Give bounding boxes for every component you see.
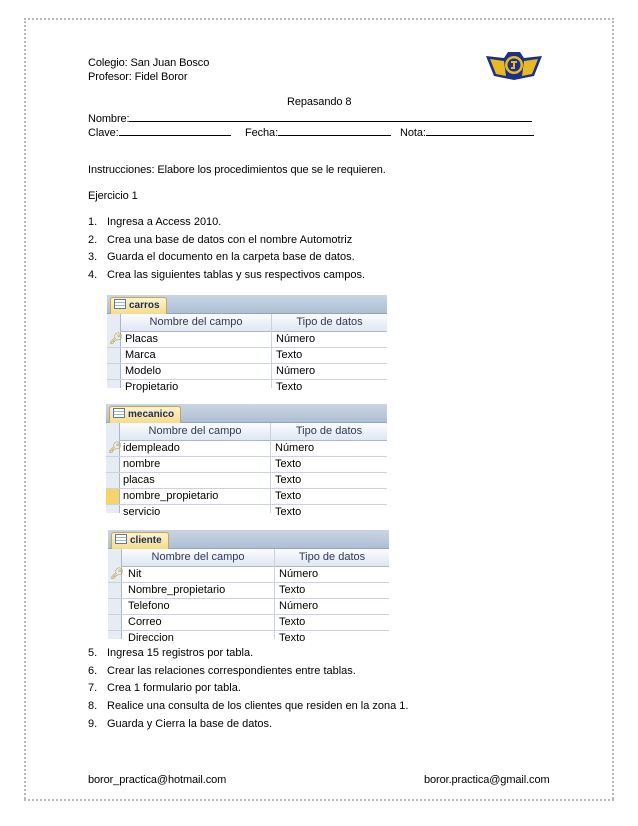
steps-list-a	[88, 215, 365, 286]
key-line	[88, 124, 231, 140]
list-text: Guarda el documento en la carpeta base de datos.	[107, 251, 355, 264]
list-text: Ingresa 15 registros por tabla.	[107, 647, 254, 659]
design-grid	[106, 423, 387, 518]
list-number: 2.	[88, 233, 98, 246]
design-grid	[107, 314, 387, 393]
table-tab-label: carros	[129, 300, 160, 311]
grade-blank[interactable]	[426, 124, 534, 136]
list-item	[88, 233, 365, 251]
date-line	[245, 124, 391, 140]
field-name: Marca	[125, 349, 156, 361]
list-text: Crear las relaciones correspondientes entre tablas.	[107, 664, 356, 677]
field-name: idempleado	[123, 442, 180, 454]
table-row[interactable]	[107, 332, 387, 348]
column-header-type: Tipo de datos	[296, 316, 363, 328]
page-title: Repasando 8	[287, 96, 352, 108]
school-name: Colegio: San Juan Bosco	[88, 57, 210, 69]
field-name: Correo	[128, 616, 162, 628]
list-text: Guarda y Cierra la base de datos.	[107, 717, 273, 730]
field-type: Número	[276, 365, 316, 377]
table-tab-label: cliente	[130, 535, 162, 546]
list-number: 6.	[88, 664, 98, 677]
grade-label: Nota:	[400, 127, 426, 139]
field-type: Texto	[275, 490, 302, 502]
field-type: Texto	[275, 458, 302, 470]
list-item	[88, 681, 408, 699]
field-type: Texto	[276, 349, 303, 361]
field-type: Texto	[276, 381, 303, 393]
table-icon	[113, 408, 125, 418]
page-border-top	[24, 18, 614, 20]
field-type: Texto	[279, 584, 306, 596]
table-tab-label: mecanico	[128, 409, 175, 420]
table-icon	[114, 299, 126, 309]
table-row[interactable]	[106, 505, 387, 520]
school-logo	[484, 50, 544, 82]
list-number: 7.	[88, 682, 98, 695]
steps-list-b	[88, 646, 408, 734]
field-type: Texto	[275, 474, 302, 486]
primary-key-icon: 🔑︎	[109, 333, 123, 345]
field-name: Nombre_propietario	[128, 584, 226, 596]
name-label: Nombre:	[88, 113, 130, 125]
list-number: 3.	[88, 251, 98, 264]
list-item	[88, 250, 365, 268]
table-tab[interactable]	[111, 532, 169, 549]
table-row[interactable]	[106, 441, 387, 457]
field-type: Número	[276, 333, 316, 345]
table-tab[interactable]	[109, 406, 181, 423]
table-row[interactable]	[108, 567, 389, 583]
field-type: Número	[275, 442, 315, 454]
grid-header	[108, 549, 389, 567]
table-row[interactable]	[107, 380, 387, 395]
grid-header	[106, 423, 387, 441]
list-number: 1.	[88, 216, 98, 228]
key-label: Clave:	[88, 127, 119, 139]
table-icon	[115, 534, 127, 544]
list-item	[88, 646, 408, 664]
table-tab[interactable]	[110, 297, 167, 314]
date-blank[interactable]	[278, 124, 391, 136]
list-item	[88, 699, 408, 717]
table-row[interactable]	[108, 615, 389, 631]
table-tab-bar	[107, 295, 387, 314]
table-cliente	[108, 530, 389, 644]
footer-email-left[interactable]: boror_practica@hotmail.com	[88, 774, 227, 786]
table-mecanico	[106, 404, 387, 518]
field-name: Propietario	[125, 381, 179, 393]
table-row[interactable]	[108, 583, 389, 599]
table-row[interactable]	[107, 348, 387, 364]
column-header-field: Nombre del campo	[151, 551, 245, 563]
column-header-type: Tipo de datos	[295, 425, 363, 437]
grid-header	[107, 314, 387, 332]
list-text: Ingresa a Access 2010.	[107, 216, 222, 228]
exercise-heading: Ejercicio 1	[88, 190, 138, 202]
field-name: nombre	[123, 458, 161, 470]
table-row[interactable]	[106, 489, 387, 505]
name-blank[interactable]	[129, 110, 532, 122]
primary-key-icon: 🔑︎	[108, 442, 122, 454]
table-tab-bar	[108, 530, 389, 549]
column-header-type: Tipo de datos	[298, 551, 366, 563]
table-row[interactable]	[108, 599, 389, 615]
table-row[interactable]	[108, 631, 389, 646]
column-header-field: Nombre del campo	[149, 316, 243, 328]
instructions-text: Instrucciones: Elabore los procedimientos que se le requieren.	[88, 164, 386, 176]
teacher-name: Profesor: Fidel Boror	[88, 71, 188, 83]
key-blank[interactable]	[119, 124, 231, 136]
table-tab-bar	[106, 404, 387, 423]
list-number: 4.	[88, 269, 98, 282]
list-item	[88, 717, 408, 735]
field-name: Modelo	[125, 365, 162, 377]
primary-key-icon: 🔑︎	[110, 568, 124, 580]
field-name: Telefono	[128, 600, 170, 612]
date-label: Fecha:	[245, 127, 279, 139]
design-grid	[108, 549, 389, 644]
list-item	[88, 215, 365, 233]
list-text: Crea las siguientes tablas y sus respectivos campos.	[107, 269, 366, 282]
field-name: Direccion	[128, 632, 174, 644]
table-row[interactable]	[106, 457, 387, 473]
field-type: Texto	[279, 616, 306, 628]
field-type: Número	[279, 568, 319, 580]
grade-line	[400, 124, 534, 140]
page-border-right	[612, 18, 614, 799]
list-item	[88, 664, 408, 682]
field-name: nombre_propietario	[123, 490, 219, 502]
field-name: placas	[123, 474, 155, 486]
field-type: Texto	[275, 506, 302, 518]
table-row[interactable]	[106, 473, 387, 489]
table-carros	[107, 295, 387, 393]
table-row[interactable]	[107, 364, 387, 380]
field-name: Nit	[128, 568, 142, 580]
page-border-left	[24, 18, 26, 799]
list-text: Crea una base de datos con el nombre Automotriz	[107, 233, 353, 246]
field-name: servicio	[123, 506, 161, 518]
column-header-field: Nombre del campo	[148, 425, 242, 437]
list-number: 9.	[88, 717, 98, 730]
footer-email-right[interactable]: boror.practica@gmail.com	[424, 774, 550, 786]
list-number: 8.	[88, 700, 98, 713]
list-text: Crea 1 formulario por tabla.	[107, 682, 241, 695]
field-type: Número	[279, 600, 319, 612]
page-border-bottom	[24, 799, 614, 801]
list-text: Realice una consulta de los clientes que residen en la zona 1.	[107, 700, 409, 713]
field-type: Texto	[279, 632, 306, 644]
field-name: Placas	[125, 333, 159, 345]
list-number: 5.	[88, 647, 98, 659]
list-item	[88, 268, 365, 286]
